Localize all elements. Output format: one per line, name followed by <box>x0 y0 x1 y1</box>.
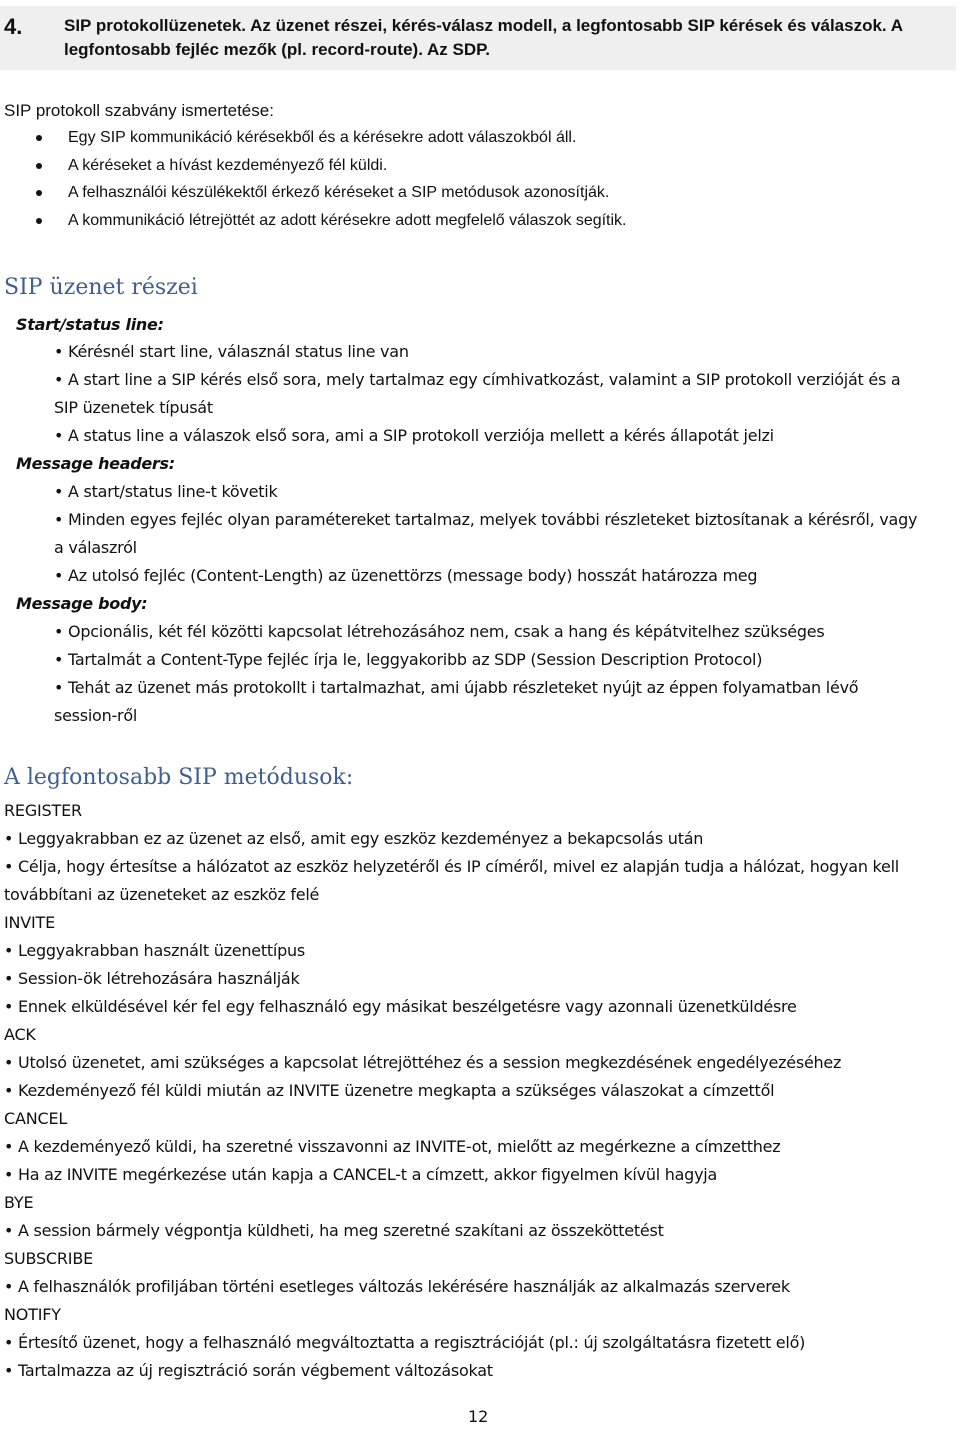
method-bye: BYE <box>4 1193 34 1212</box>
bullet-icon <box>36 218 42 224</box>
list-item: • A start/status line-t követik <box>54 482 278 501</box>
list-item: • A session bármely végpontja küldheti, ha meg szeretné szakítani az összeköttetést <box>4 1221 664 1240</box>
list-item: • Opcionális, két fél közötti kapcsolat létrehozásához nem, csak a hang és képátvitelhez szükséges <box>54 622 825 641</box>
list-item: • Célja, hogy értesítse a hálózatot az eszköz helyzetéről és IP címéről, mivel ez alapján tudja a hálózat, hogyan kell <box>4 857 899 876</box>
method-notify: NOTIFY <box>4 1305 61 1324</box>
list-item: • Tartalmazza az új regisztráció során végbement változásokat <box>4 1361 493 1380</box>
section-number: 4. <box>4 14 23 39</box>
bullet-icon <box>36 190 42 196</box>
method-register: REGISTER <box>4 801 82 820</box>
bullet-icon <box>36 135 42 141</box>
section-heading-parts: SIP üzenet részei <box>4 275 198 300</box>
list-item: • Kérésnél start line, válasznál status line van <box>54 342 409 361</box>
list-item: • Leggyakrabban ez az üzenet az első, amit egy eszköz kezdeményez a bekapcsolás után <box>4 829 704 848</box>
list-item: • Ha az INVITE megérkezése után kapja a CANCEL-t a címzett, akkor figyelmen kívül hagyja <box>4 1165 718 1184</box>
method-subscribe: SUBSCRIBE <box>4 1249 94 1268</box>
subheading-message-body: Message body: <box>16 594 148 613</box>
subheading-start-line: Start/status line: <box>16 315 164 334</box>
list-item: • A status line a válaszok első sora, ami a SIP protokoll verziója mellett a kérés állapotát jelzi <box>54 426 774 445</box>
list-item-continuation: SIP üzenetek típusát <box>54 398 213 417</box>
method-cancel: CANCEL <box>4 1109 68 1128</box>
method-invite: INVITE <box>4 913 56 932</box>
intro-title: SIP protokoll szabvány ismertetése: <box>4 101 274 120</box>
list-item: • A kezdeményező küldi, ha szeretné visszavonni az INVITE-ot, mielőtt az megérkezne a címzetthez <box>4 1137 781 1156</box>
list-item: • Értesítő üzenet, hogy a felhasználó megváltoztatta a regisztrációját (pl.: új szolgáltatásra fizetett elő) <box>4 1333 806 1352</box>
page-number: 12 <box>468 1407 489 1426</box>
list-item-continuation: továbbítani az üzeneteket az eszköz felé <box>4 885 320 904</box>
list-item: • Kezdeményező fél küldi miután az INVITE üzenetre megkapta a szükséges válaszokat a címzettől <box>4 1081 775 1100</box>
list-item: • Az utolsó fejléc (Content-Length) az üzenettörzs (message body) hosszát határozza meg <box>54 566 758 585</box>
list-item: • Tartalmát a Content-Type fejléc írja le, leggyakoribb az SDP (Session Description Protocol) <box>54 650 763 669</box>
subheading-message-headers: Message headers: <box>16 454 175 473</box>
list-item: A kommunikáció létrejöttét az adott kérésekre adott megfelelő válaszok segítik. <box>0 209 940 233</box>
list-item: • Utolsó üzenetet, ami szükséges a kapcsolat létrejöttéhez és a session megkezdésének engedélyezéséhez <box>4 1053 842 1072</box>
intro-list <box>0 126 940 236</box>
list-item: A kéréseket a hívást kezdeményező fél küldi. <box>0 154 940 178</box>
list-item: • A start line a SIP kérés első sora, mely tartalmaz egy címhivatkozást, valamint a SIP protokoll verzióját és a <box>54 370 901 389</box>
list-item: • A felhasználók profiljában történi esetleges változás lekérésére használják az alkalmazás szerverek <box>4 1277 790 1296</box>
method-ack: ACK <box>4 1025 36 1044</box>
list-item: • Tehát az üzenet más protokollt i tartalmazhat, ami újabb részleteket nyújt az éppen folyamatban lévő <box>54 678 859 697</box>
list-item: • Leggyakrabban használt üzenettípus <box>4 941 305 960</box>
list-item: A felhasználói készülékektől érkező kéréseket a SIP metódusok azonosítják. <box>0 181 940 205</box>
list-item-continuation: session-ről <box>54 706 138 725</box>
section-title: SIP protokollüzenetek. Az üzenet részei, kérés-válasz modell, a legfontosabb SIP kérések és válaszok. A legfontosabb fejléc mezők (pl. record-route). Az SDP. <box>64 16 903 59</box>
list-item: • Session-ök létrehozására használják <box>4 969 300 988</box>
list-item: • Ennek elküldésével kér fel egy felhasználó egy másikat beszélgetésre vagy azonnali üzenetküldésre <box>4 997 797 1016</box>
list-item: Egy SIP kommunikáció kérésekből és a kérésekre adott válaszokból áll. <box>0 126 940 150</box>
section-heading-methods: A legfontosabb SIP metódusok: <box>4 765 354 790</box>
bullet-icon <box>36 163 42 169</box>
list-item-continuation: a válaszról <box>54 538 137 557</box>
list-item: • Minden egyes fejléc olyan paramétereket tartalmaz, melyek további részleteket biztosítanak a kérésről, vagy <box>54 510 918 529</box>
